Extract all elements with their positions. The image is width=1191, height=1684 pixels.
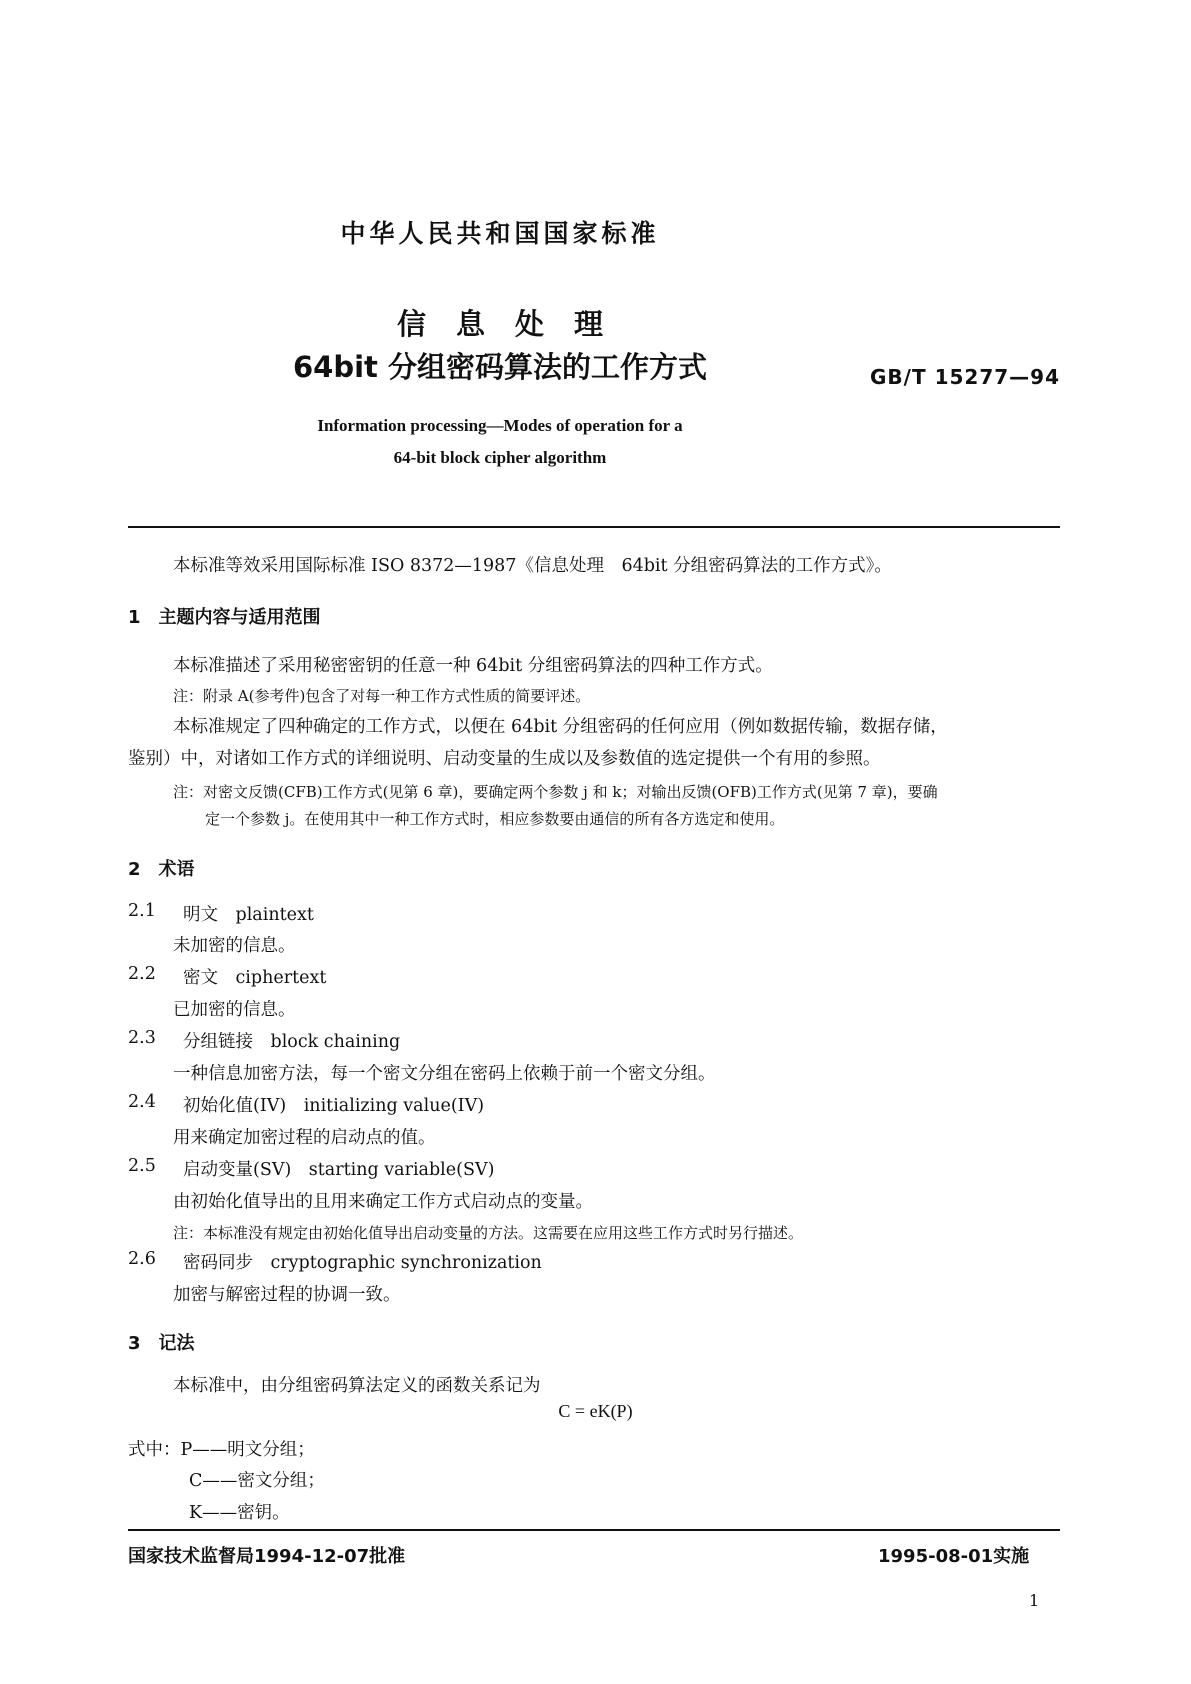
section2-heading: 2 术语: [128, 859, 195, 880]
page-number: 1: [1029, 1591, 1040, 1610]
title-cn-line1: 信息处理: [396, 307, 633, 341]
term-title: 初始化值(IV) initializing value(IV): [183, 1096, 485, 1116]
intro-paragraph: 本标准等效采用国际标准 ISO 8372—1987《信息处理 64bit 分组密码算法的工作方式》。: [173, 556, 892, 576]
effective-date: 1995-08-01实施: [878, 1546, 1030, 1567]
term-title: 启动变量(SV) starting variable(SV): [183, 1160, 495, 1180]
section1-heading: 1 主题内容与适用范围: [128, 607, 321, 628]
term-definition: 已加密的信息。: [173, 1000, 296, 1020]
term-number: 2.4: [128, 1092, 156, 1112]
term-number: 2.6: [128, 1249, 156, 1269]
term-number: 2.3: [128, 1028, 156, 1048]
formula: C = eK(P): [558, 1401, 633, 1421]
title-en-line1: Information processing—Modes of operation for a: [317, 416, 683, 435]
bottom-divider: [128, 1529, 1060, 1531]
section1-paragraph2-line2: 鉴别）中，对诸如工作方式的详细说明、启动变量的生成以及参数值的选定提供一个有用的参照。: [128, 749, 881, 769]
national-standard-label: 中华人民共和国国家标准: [340, 219, 660, 248]
term-title: 分组链接 block chaining: [183, 1032, 401, 1052]
approval-date: 国家技术监督局1994-12-07批准: [128, 1546, 406, 1567]
term-definition: 未加密的信息。: [173, 936, 296, 956]
title-cn-line2: 64bit 分组密码算法的工作方式: [292, 350, 707, 384]
term-title: 明文 plaintext: [183, 905, 314, 925]
section1-note1: 注：附录 A(参考件)包含了对每一种工作方式性质的简要评述。: [173, 687, 591, 705]
section3-heading: 3 记法: [128, 1333, 195, 1354]
title-en-line2: 64-bit block cipher algorithm: [393, 448, 607, 467]
section1-note2-line1: 注：对密文反馈(CFB)工作方式(见第 6 章)，要确定两个参数 j 和 k；对输出反馈(OFB)工作方式(见第 7 章)，要确: [173, 783, 938, 801]
standard-code: GB/T 15277—94: [870, 365, 1060, 389]
where-c-line: C——密文分组；: [189, 1471, 325, 1491]
section1-note2-line2: 定一个参数 j。在使用其中一种工作方式时，相应参数要由通信的所有各方选定和使用。: [205, 810, 785, 828]
where-p-line: 式中：P——明文分组；: [128, 1440, 315, 1460]
section3-paragraph: 本标准中，由分组密码算法定义的函数关系记为: [173, 1376, 541, 1396]
top-divider: [128, 526, 1060, 528]
term-definition: 一种信息加密方法，每一个密文分组在密码上依赖于前一个密文分组。: [173, 1064, 716, 1084]
where-k-line: K——密钥。: [189, 1503, 290, 1523]
term-number: 2.1: [128, 901, 156, 921]
term-number: 2.5: [128, 1156, 156, 1176]
section1-paragraph2-line1: 本标准规定了四种确定的工作方式，以便在 64bit 分组密码的任何应用（例如数据传输，数据存储，: [173, 717, 948, 737]
term-title: 密文 ciphertext: [183, 968, 327, 988]
term-note: 注：本标准没有规定由初始化值导出启动变量的方法。这需要在应用这些工作方式时另行描述。: [173, 1224, 804, 1242]
term-definition: 由初始化值导出的且用来确定工作方式启动点的变量。: [173, 1192, 593, 1212]
section1-paragraph1: 本标准描述了采用秘密密钥的任意一种 64bit 分组密码算法的四种工作方式。: [173, 656, 773, 676]
term-number: 2.2: [128, 964, 156, 984]
term-definition: 用来确定加密过程的启动点的值。: [173, 1128, 436, 1148]
term-definition: 加密与解密过程的协调一致。: [173, 1285, 401, 1305]
term-title: 密码同步 cryptographic synchronization: [183, 1253, 542, 1273]
